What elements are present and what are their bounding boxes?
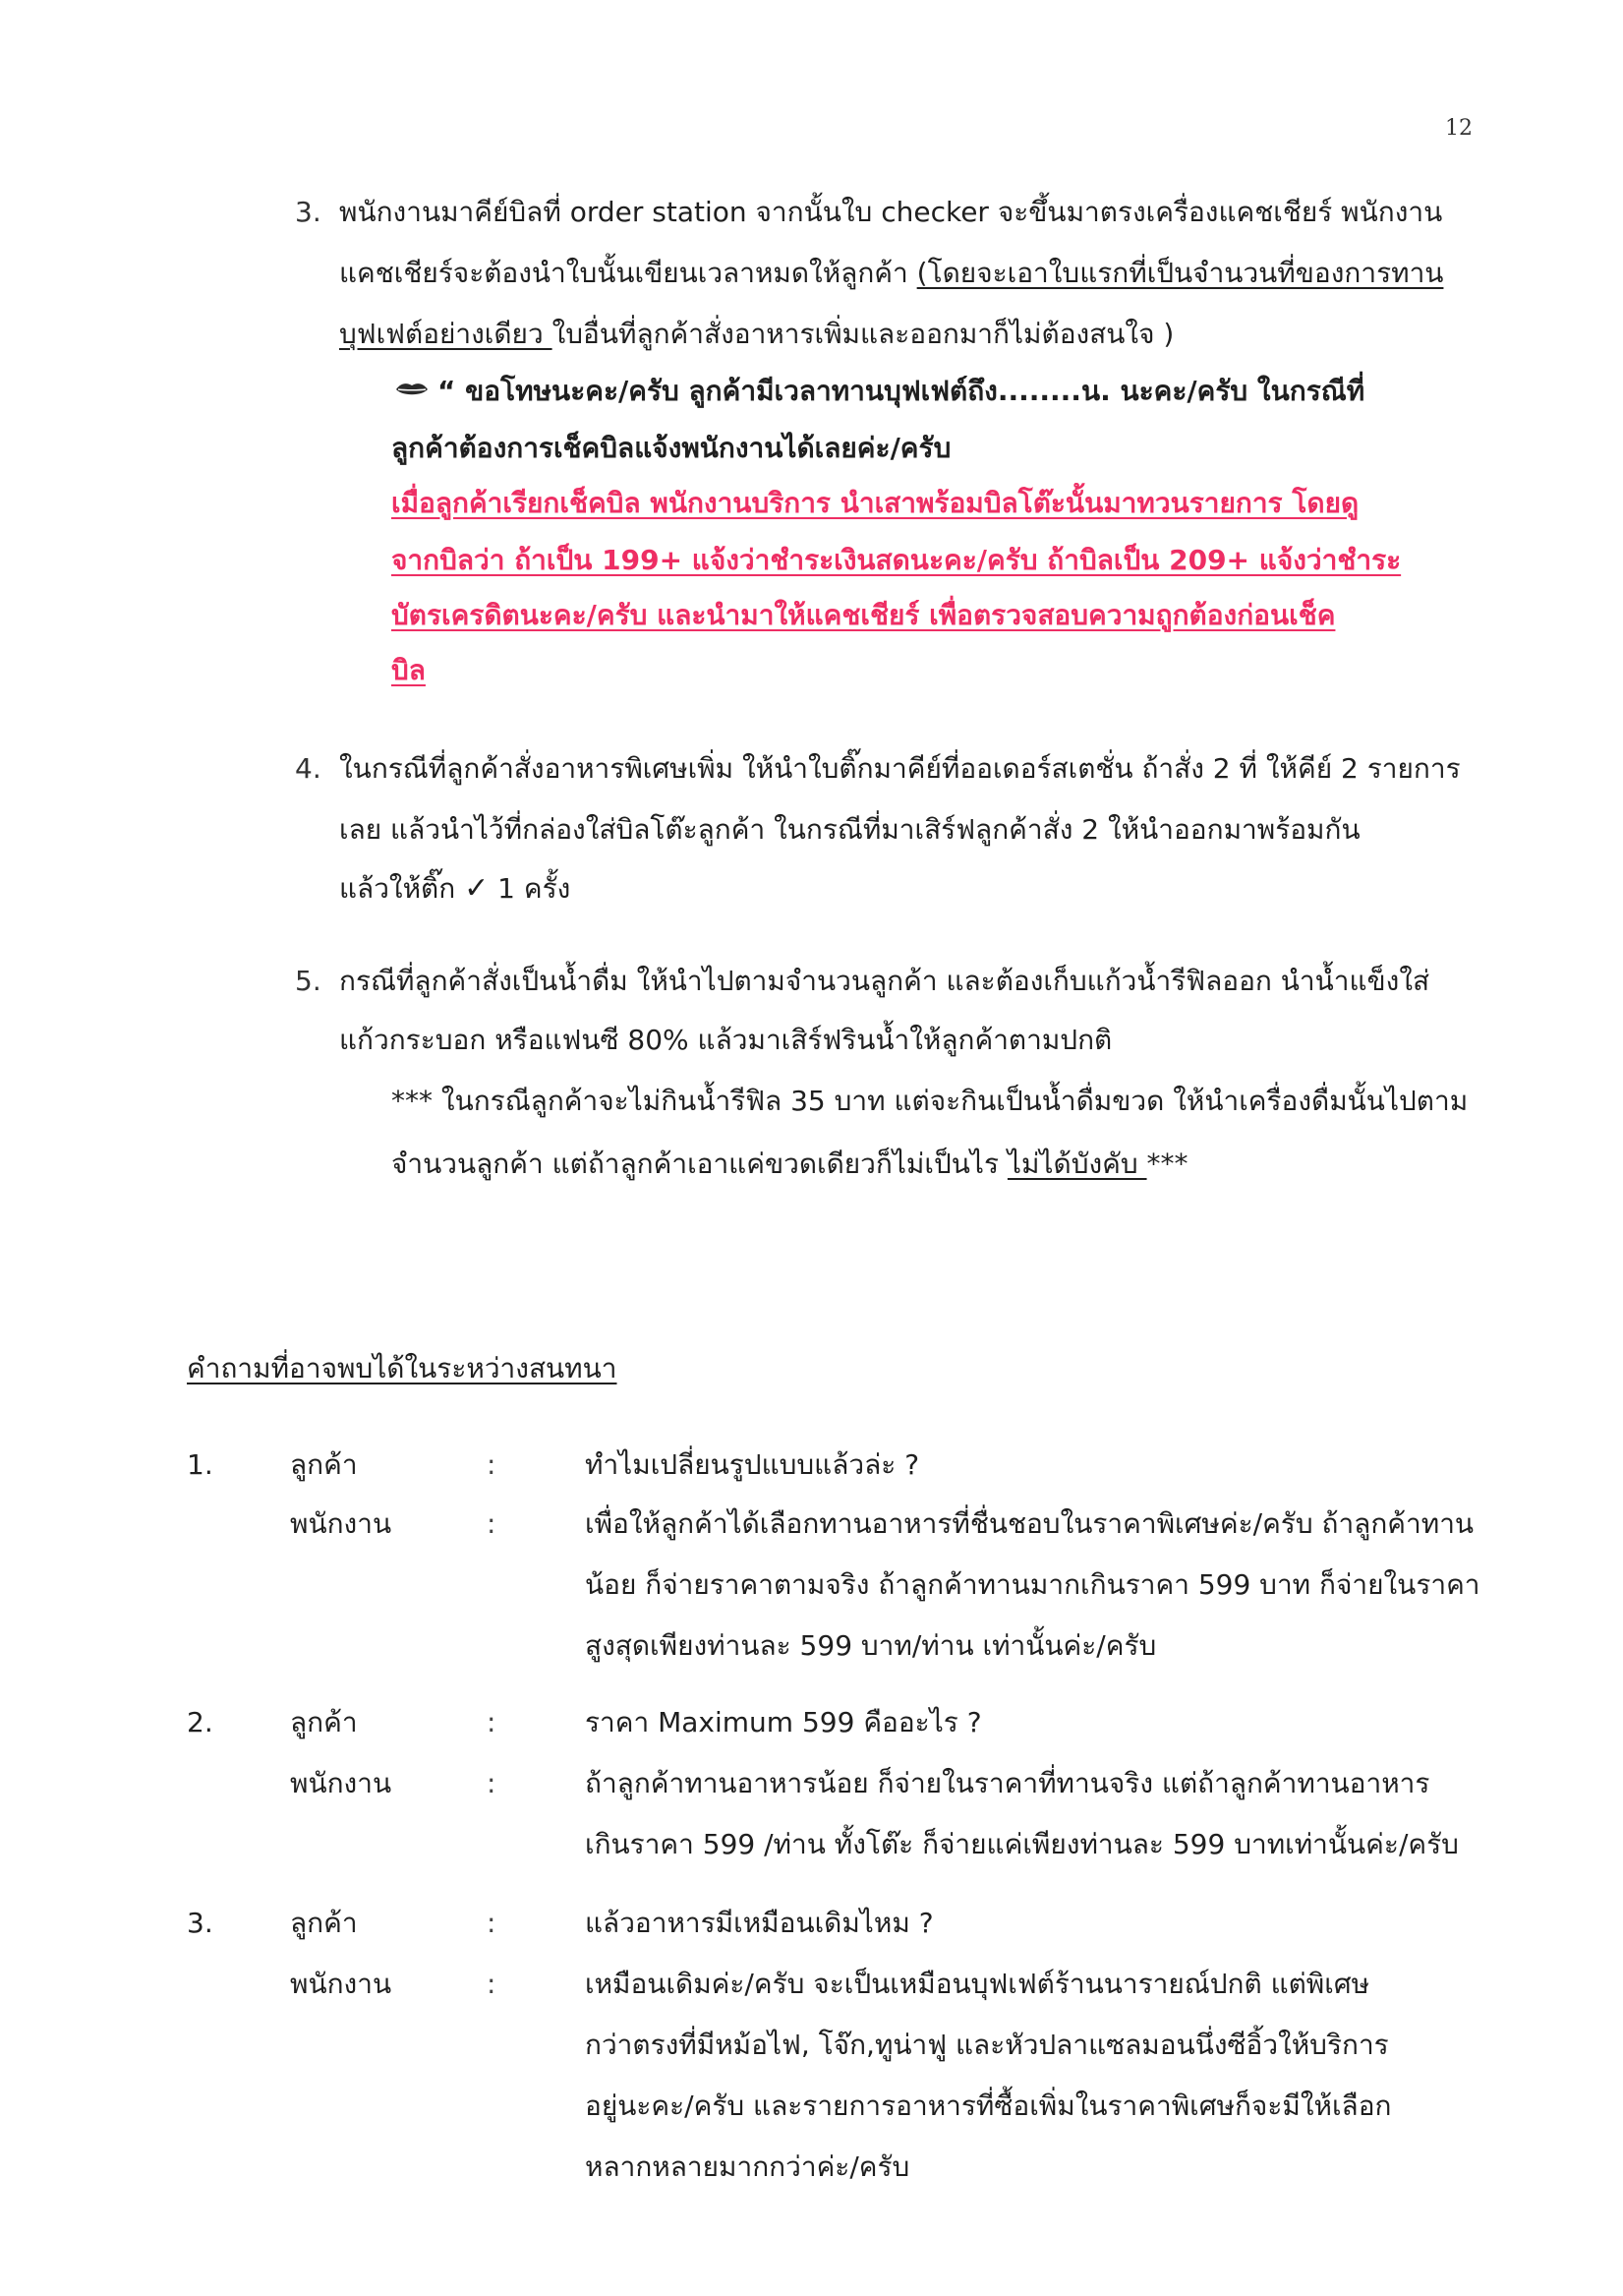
faq-2-answer-line-1: ถ้าลูกค้าทานอาหารน้อย ก็จ่ายในราคาที่ทานจริง แต่ถ้าลูกค้าทานอาหาร <box>585 1767 1430 1799</box>
faq-2-answer-line-2: เกินราคา 599 /ท่าน ทั้งโต๊ะ ก็จ่ายแค่เพียงท่านละ 599 บาทเท่านั้นค่ะ/ครับ <box>585 1828 1459 1860</box>
item-3-line-2-text: แคชเชียร์จะต้องนำใบนั้นเขียนเวลาหมดให้ลูกค้า <box>339 257 917 289</box>
faq-1-answer-line-2: น้อย ก็จ่ายราคาตามจริง ถ้าลูกค้าทานมากเกินราคา 599 บาท ก็จ่ายในราคา <box>585 1568 1480 1601</box>
item-5-note-end: *** <box>1146 1148 1188 1180</box>
item-3-line-2-underlined: (โดยจะเอาใบแรกที่เป็นจำนวนที่ของการทาน <box>916 257 1444 289</box>
item-3-line-1: พนักงานมาคีย์บิลที่ order station จากนั้นใบ checker จะขึ้นมาตรงเครื่องแคชเชียร์ พนักงาน <box>339 196 1443 228</box>
item-5-note-line-2 <box>391 1145 1188 1184</box>
red-note-line-3: บัตรเครดิตนะคะ/ครับ และนำมาให้แคชเชียร์ เพื่อตรวจสอบความถูกต้องก่อนเช็ค <box>391 599 1336 631</box>
faq-3-answer-line-4: หลากหลายมากกว่าค่ะ/ครับ <box>585 2150 910 2183</box>
item-4-line-3-text: แล้วให้ติ๊ก <box>339 872 465 905</box>
faq-3-answer-line-3: อยู่นะคะ/ครับ และรายการอาหารที่ซื้อเพิ่มในราคาพิเศษก็จะมีให้เลือก <box>585 2090 1392 2122</box>
faq-1-number: 1. <box>187 1448 213 1481</box>
faq-1-answer-line-3: สูงสุดเพียงท่านละ 599 บาท/ท่าน เท่านั้นค่ะ/ครับ <box>585 1629 1157 1662</box>
item-3-line-3 <box>339 315 1174 354</box>
item-3-line-3-underlined: บุฟเฟต์อย่างเดียว <box>339 318 552 350</box>
faq-3-staff-colon: : <box>487 1968 496 2000</box>
faq-1-customer-label: ลูกค้า <box>290 1448 358 1481</box>
faq-2-number: 2. <box>187 1706 213 1738</box>
faq-3-answer-line-2: กว่าตรงที่มีหม้อไฟ, โจ๊ก,ทูน่าฟู และหัวปลาแซลมอนนึ่งซีอิ้วให้บริการ <box>585 2029 1389 2061</box>
item-5-line-1: กรณีที่ลูกค้าสั่งเป็นน้ำดื่ม ให้นำไปตามจำนวนลูกค้า และต้องเก็บแก้วน้ำรีฟิลออก นำน้ำแข็งใส่ <box>339 965 1430 997</box>
item-4-line-3-end: 1 ครั้ง <box>489 872 571 905</box>
check-mark-icon: ✓ <box>464 871 490 906</box>
item-4-number: 4. <box>295 752 321 785</box>
item-5-note-text: จำนวนลูกค้า แต่ถ้าลูกค้าเอาแค่ขวดเดียวก็ไม่เป็นไร <box>391 1148 1008 1180</box>
faq-3-answer-line-1: เหมือนเดิมค่ะ/ครับ จะเป็นเหมือนบุฟเฟต์ร้านนารายณ์ปกติ แต่พิเศษ <box>585 1968 1370 2000</box>
item-5-line-2: แก้วกระบอก หรือแฟนซี 80% แล้วมาเสิร์ฟรินน้ำให้ลูกค้าตามปกติ <box>339 1024 1113 1056</box>
faq-3-number: 3. <box>187 1907 213 1939</box>
item-5-number: 5. <box>295 965 321 997</box>
item-5-note-line-1: *** ในกรณีลูกค้าจะไม่กินน้ำรีฟิล 35 บาท แต่จะกินเป็นน้ำดื่มขวด ให้นำเครื่องดื่มนั้นไปตาม <box>391 1085 1469 1117</box>
faq-1-customer-colon: : <box>487 1448 496 1481</box>
faq-heading: คำถามที่อาจพบได้ในระหว่างสนทนา <box>187 1352 617 1384</box>
faq-1-question: ทำไมเปลี่ยนรูปแบบแล้วล่ะ ? <box>585 1448 920 1481</box>
item-4-line-1: ในกรณีที่ลูกค้าสั่งอาหารพิเศษเพิ่ม ให้นำใบติ๊กมาคีย์ที่ออเดอร์สเตชั่น ถ้าสั่ง 2 ที่ ให้คีย์ 2 รายการ <box>339 752 1461 785</box>
item-4-line-2: เลย แล้วนำไว้ที่กล่องใส่บิลโต๊ะลูกค้า ในกรณีที่มาเสิร์ฟลูกค้าสั่ง 2 ให้นำออกมาพร้อมกัน <box>339 813 1361 846</box>
lips-icon <box>395 382 429 397</box>
faq-3-customer-colon: : <box>487 1907 496 1939</box>
item-4-line-3 <box>339 869 570 909</box>
script-line-2: ลูกค้าต้องการเช็คบิลแจ้งพนักงานได้เลยค่ะ/ครับ <box>391 432 952 464</box>
item-3-line-2 <box>339 254 1443 293</box>
faq-1-staff-label: พนักงาน <box>290 1507 392 1540</box>
faq-2-staff-label: พนักงาน <box>290 1767 392 1799</box>
faq-3-customer-label: ลูกค้า <box>290 1907 358 1939</box>
page-number: 12 <box>1445 116 1473 141</box>
faq-3-staff-label: พนักงาน <box>290 1968 392 2000</box>
script-line-1: “ ขอโทษนะคะ/ครับ ลูกค้ามีเวลาทานบุฟเฟต์ถึง........น. นะคะ/ครับ ในกรณีที่ <box>437 375 1365 407</box>
red-note-line-4: บิล <box>391 654 426 686</box>
item-5-note-underlined: ไม่ได้บังคับ <box>1007 1148 1147 1180</box>
faq-2-staff-colon: : <box>487 1767 496 1799</box>
item-3-line-3-text: ใบอื่นที่ลูกค้าสั่งอาหารเพิ่มและออกมาก็ไม่ต้องสนใจ ) <box>551 318 1175 350</box>
faq-2-question: ราคา Maximum 599 คืออะไร ? <box>585 1706 982 1738</box>
faq-3-question: แล้วอาหารมีเหมือนเดิมไหม ? <box>585 1907 934 1939</box>
red-note-line-1: เมื่อลูกค้าเรียกเช็คบิล พนักงานบริการ นำเสาพร้อมบิลโต๊ะนั้นมาทวนรายการ โดยดู <box>391 487 1360 519</box>
faq-1-staff-colon: : <box>487 1507 496 1540</box>
faq-1-answer-line-1: เพื่อให้ลูกค้าได้เลือกทานอาหารที่ชื่นชอบในราคาพิเศษค่ะ/ครับ ถ้าลูกค้าทาน <box>585 1507 1475 1540</box>
faq-2-customer-label: ลูกค้า <box>290 1706 358 1738</box>
item-3-number: 3. <box>295 196 321 228</box>
faq-2-customer-colon: : <box>487 1706 496 1738</box>
red-note-line-2: จากบิลว่า ถ้าเป็น 199+ แจ้งว่าชำระเงินสดนะคะ/ครับ ถ้าบิลเป็น 209+ แจ้งว่าชำระ <box>391 544 1402 576</box>
